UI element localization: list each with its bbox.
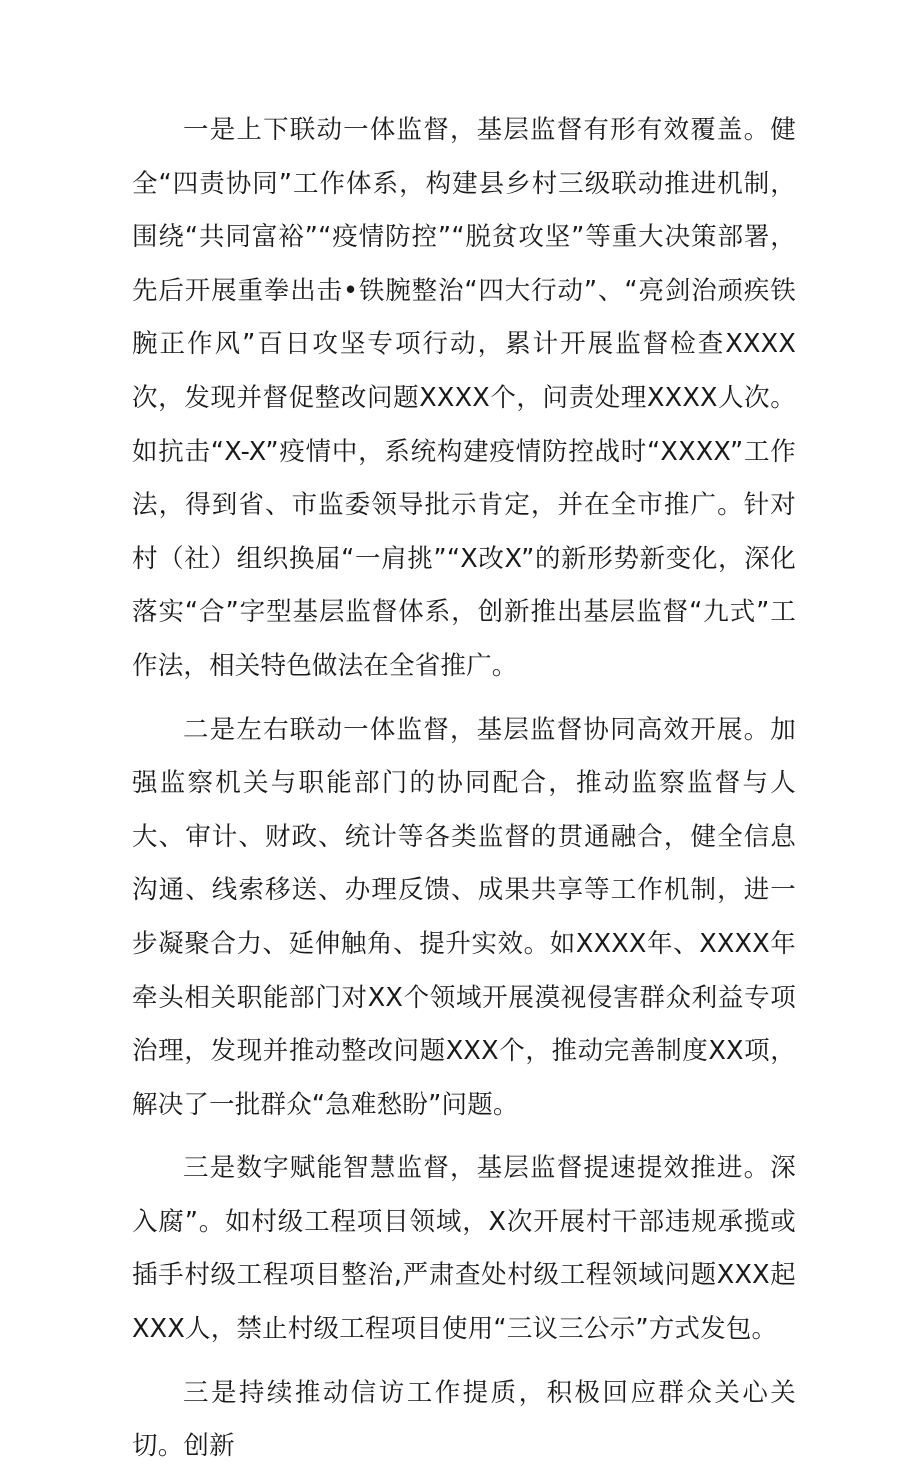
paragraph-3: 三是数字赋能智慧监督，基层监督提速提效推进。深入腐”。如村级工程项目领域，X次开展村干部违规承揽或插手村级工程项目整治,严肃查处村级工程领域问题XXX起XXX人，禁止村级工程项目使用“三议三公示”方式发包。 xyxy=(132,1153,796,1345)
document-body xyxy=(132,104,796,1484)
paragraph-4: 三是持续推动信访工作提质，积极回应群众关心关切。创新 xyxy=(132,1377,796,1462)
paragraph-2: 二是左右联动一体监督，基层监督协同高效开展。加强监察机关与职能部门的协同配合，推动监察监督与人大、审计、财政、统计等各类监督的贯通融合，健全信息沟通、线索移送、办理反馈、成果共享等工作机制，进一步凝聚合力、延伸触角、提升实效。如XXXX年、XXXX年牵头相关职能部门对XX个领域开展漠视侵害群众利益专项治理，发现并推动整改问题XXX个，推动完善制度XX项，解决了一批群众“急难愁盼”问题。 xyxy=(132,714,796,1120)
paragraph-1: 一是上下联动一体监督，基层监督有形有效覆盖。健全“四责协同”工作体系，构建县乡村三级联动推进机制，围绕“共同富裕”“疫情防控”“脱贫攻坚”等重大决策部署，先后开展重拳出击•铁腕整治“四大行动”、“亮剑治顽疾铁腕正作风”百日攻坚专项行动，累计开展监督检查XXXX次，发现并督促整改问题XXXX个，问责处理XXXX人次。如抗击“X-X”疫情中，系统构建疫情防控战时“XXXX”工作法，得到省、市监委领导批示肯定，并在全市推广。针对村（社）组织换届“一肩挑”“X改X”的新形势新变化，深化落实“合”字型基层监督体系，创新推出基层监督“九式”工作法，相关特色做法在全省推广。 xyxy=(132,115,796,681)
